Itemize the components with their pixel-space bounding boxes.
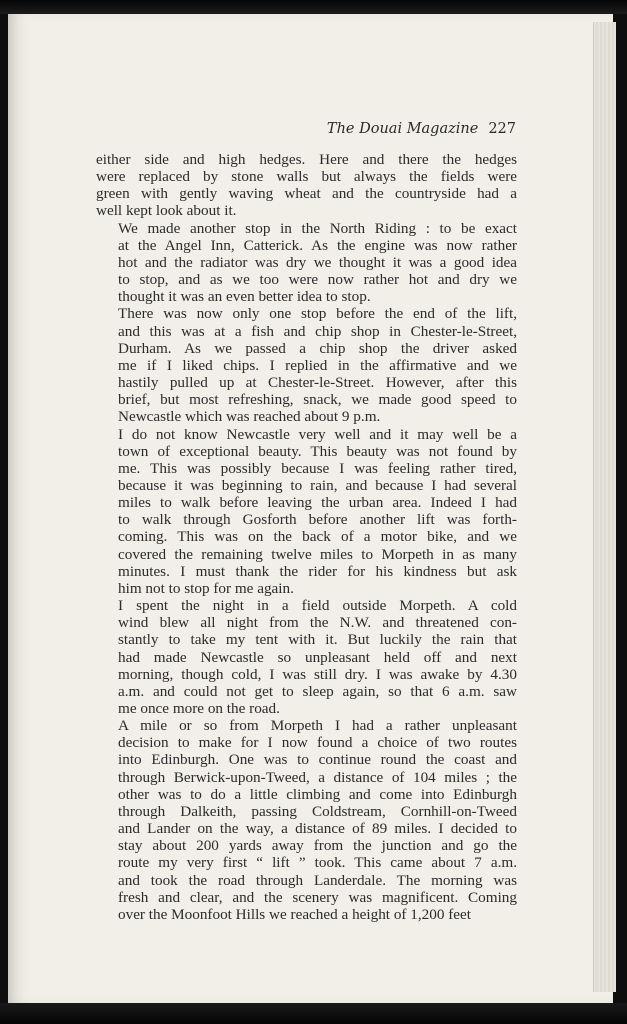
- text-line: Durham. As we passed a chip shop the driver asked: [118, 339, 517, 357]
- running-head: [96, 121, 516, 137]
- text-line: I spent the night in a field outside Morpeth. A cold: [118, 597, 517, 615]
- text-line: stay about 200 yards away from the junction and go the: [118, 837, 517, 855]
- text-line: him not to stop for me again.: [118, 579, 294, 597]
- text-line: and this was at a fish and chip shop in Chester-le-Street,: [118, 322, 517, 340]
- text-line: and took the road through Landerdale. The morning was: [118, 871, 517, 889]
- text-line: fresh and clear, and the scenery was magnificent. Coming: [118, 888, 517, 906]
- text-line: over the Moonfoot Hills we reached a height of 1,200 feet: [118, 905, 471, 923]
- text-line: brief, but most refreshing, snack, we made good speed to: [118, 391, 517, 409]
- text-line: minutes. I must thank the rider for his kindness but ask: [118, 562, 517, 580]
- text-line: covered the remaining twelve miles to Morpeth in as many: [118, 545, 517, 563]
- text-line: We made another stop in the North Riding : to be exact: [118, 219, 517, 237]
- text-line: me once more on the road.: [118, 700, 280, 717]
- text-line: I do not know Newcastle very well and it may well be a: [118, 425, 517, 443]
- text-line: decision to make for I now found a choice of two routes: [118, 734, 517, 752]
- text-line: through Berwick-upon-Tweed, a distance of 104 miles ; the: [118, 768, 517, 786]
- text-line: because it was beginning to rain, and because I had several: [118, 476, 517, 494]
- running-head-title: The Douai Magazine: [326, 121, 479, 137]
- paragraph: [96, 151, 517, 220]
- page-edges: [593, 22, 616, 992]
- paragraph: [96, 717, 517, 923]
- text-line: well kept look about it.: [96, 202, 237, 220]
- text-line: either side and high hedges. Here and there the hedges: [96, 151, 517, 168]
- text-line: stantly to take my tent with it. But luckily the rain that: [118, 631, 517, 649]
- scan-top-border: [0, 0, 627, 14]
- paragraph: [96, 597, 517, 717]
- paragraph: [96, 426, 517, 598]
- text-line: Newcastle which was reached about 9 p.m.: [118, 408, 381, 426]
- text-line: green with gently waving wheat and the countryside had a: [96, 185, 517, 203]
- text-line: and Lander on the way, a distance of 89 miles. I decided to: [118, 820, 517, 838]
- text-line: to walk through Gosforth before another lift was forth-: [118, 511, 517, 529]
- text-line: were replaced by stone walls but always the fields were: [96, 168, 517, 186]
- paragraph: [96, 305, 517, 425]
- text-line: thought it was an even better idea to stop.: [118, 288, 371, 306]
- text-line: hastily pulled up at Chester-le-Street. However, after this: [118, 374, 517, 392]
- text-line: morning, though cold, I was still dry. I was awake by 4.30: [118, 665, 517, 683]
- text-line: through Dalkeith, passing Coldstream, Cornhill-on-Tweed: [118, 802, 517, 820]
- text-line: into Edinburgh. One was to continue round the coast and: [118, 751, 517, 769]
- text-line: route my very first “ lift ” took. This came about 7 a.m.: [118, 854, 517, 872]
- text-line: miles to walk before leaving the urban area. Indeed I had: [118, 494, 517, 512]
- text-line: coming. This was on the back of a motor bike, and we: [118, 528, 517, 546]
- text-line: to stop, and as we too were now rather hot and dry we: [118, 271, 517, 289]
- text-line: A mile or so from Morpeth I had a rather unpleasant: [118, 717, 517, 735]
- text-line: at the Angel Inn, Catterick. As the engine was now rather: [118, 236, 517, 254]
- text-line: hot and the radiator was dry we thought it was a good idea: [118, 253, 517, 271]
- paragraph: [96, 220, 517, 306]
- page-number: 227: [488, 121, 516, 137]
- scan-bottom-border: [0, 1003, 627, 1024]
- text-line: me. This was possibly because I was feeling rather tired,: [118, 459, 517, 477]
- text-line: had made Newcastle so unpleasant held off and next: [118, 648, 517, 666]
- text-line: a.m. and could not get to sleep again, so that 6 a.m. saw: [118, 682, 517, 700]
- text-line: wind blew all night from the N.W. and threatened con-: [118, 614, 517, 632]
- text-line: town of exceptional beauty. This beauty was not found by: [118, 442, 517, 460]
- text-line: me if I liked chips. I replied in the affirmative and we: [118, 356, 517, 374]
- article-body: [96, 151, 517, 923]
- text-line: other was to do a little climbing and come into Edinburgh: [118, 785, 517, 803]
- text-line: There was now only one stop before the end of the lift,: [118, 305, 517, 323]
